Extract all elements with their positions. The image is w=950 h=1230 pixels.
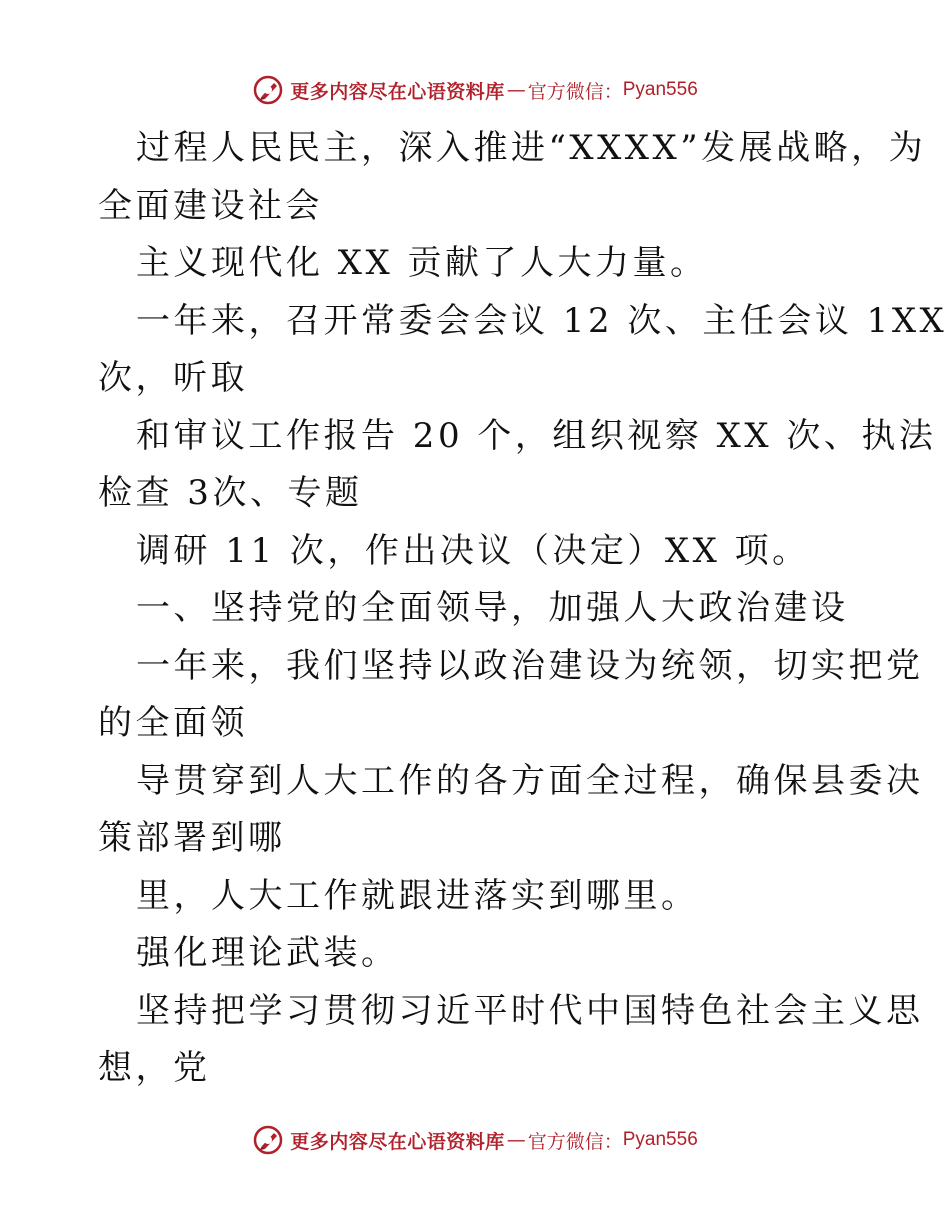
body-line: 次，听取	[98, 358, 248, 398]
body-line: 主义现代化 XX 贡献了人大力量。	[136, 243, 708, 283]
banner-wechat-label: 官方微信：	[527, 80, 623, 103]
header-banner	[0, 70, 950, 110]
banner-dash: —	[506, 1129, 526, 1151]
banner-dash: —	[506, 79, 526, 101]
body-line: 里，人大工作就跟进落实到哪里。	[136, 875, 699, 916]
document-body	[98, 120, 948, 1098]
banner-wechat-id: Pyan556	[622, 79, 698, 100]
body-line: 想，党	[98, 1048, 211, 1088]
body-line: 的全面领	[98, 703, 248, 743]
banner-wechat-label: 官方微信：	[527, 1130, 623, 1153]
body-line: 检查 3次、专题	[98, 473, 363, 513]
body-line: 调研 11 次，作出决议（决定）XX 项。	[136, 530, 810, 571]
body-line: 过程人民民主，深入推进“XXXX”发展战略，为	[136, 128, 927, 168]
pen-logo-icon	[252, 1124, 284, 1156]
banner-wechat-id: Pyan556	[622, 1129, 698, 1150]
body-line: 一年来，我们坚持以政治建设为统领，切实把党	[136, 645, 924, 686]
pen-logo-icon	[252, 74, 284, 106]
banner-text: 更多内容尽在心语资料库	[290, 80, 505, 103]
body-line: 一年来，召开常委会会议 12 次、主任会议 1XX	[136, 300, 948, 341]
body-line: 策部署到哪	[98, 818, 286, 858]
footer-banner	[0, 1120, 950, 1160]
body-line: 导贯穿到人大工作的各方面全过程，确保县委决	[136, 760, 924, 801]
body-line: 和审议工作报告 20 个，组织视察 XX 次、执法	[136, 415, 937, 456]
banner-text: 更多内容尽在心语资料库	[290, 1130, 505, 1153]
body-line: 强化理论武装。	[136, 933, 399, 973]
body-line: 坚持把学习贯彻习近平时代中国特色社会主义思	[136, 990, 924, 1031]
body-line: 全面建设社会	[98, 185, 323, 226]
section-heading: 一、坚持党的全面领导，加强人大政治建设	[136, 588, 849, 628]
